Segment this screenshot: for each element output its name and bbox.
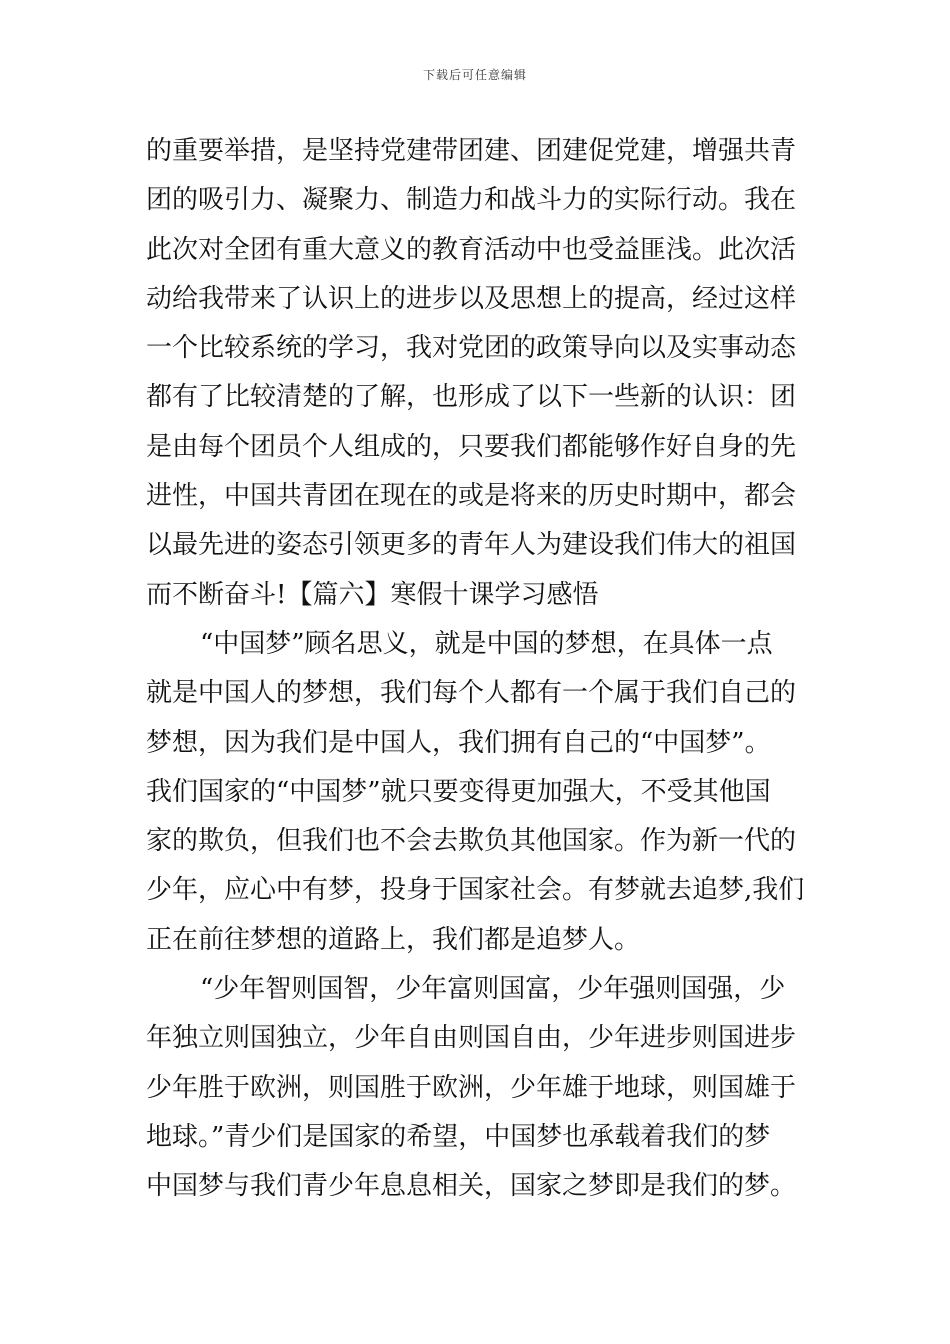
- text-line: 动给我带来了认识上的进步以及思想上的提高，经过这样: [146, 283, 797, 314]
- text-line: 都有了比较清楚的了解，也形成了以下一些新的认识：团: [146, 382, 797, 413]
- text-line: “中国梦”顾名思义，就是中国的梦想，在具体一点: [200, 628, 773, 659]
- text-line: “少年智则国智，少年富则国富，少年强则国强，少: [200, 974, 786, 1005]
- text-line: 地球。”青少们是国家的希望，中国梦也承载着我们的梦: [146, 1121, 771, 1152]
- text-line: 少年胜于欧洲，则国胜于欧洲，少年雄于地球，则国雄于: [146, 1072, 797, 1103]
- text-line: 而不断奋斗!【篇六】寒假十课学习感悟: [146, 579, 599, 610]
- text-line: 少年，应心中有梦，投身于国家社会。有梦就去追梦,我们: [146, 875, 805, 906]
- text-line: 就是中国人的梦想，我们每个人都有一个属于我们自己的: [146, 678, 797, 709]
- text-line: 是由每个团员个人组成的，只要我们都能够作好自身的先: [146, 431, 797, 462]
- document-body: [146, 127, 811, 1212]
- page-header: 下载后可任意编辑: [422, 68, 527, 82]
- text-line: 的重要举措，是坚持党建带团建、团建促党建，增强共青: [146, 136, 797, 166]
- text-line: 我们国家的“中国梦”就只要变得更加强大，不受其他国: [146, 776, 771, 807]
- text-line: 进性，中国共青团在现在的或是将来的历史时期中，都会: [146, 481, 797, 512]
- text-line: 年独立则国独立，少年自由则国自由，少年进步则国进步: [146, 1023, 797, 1054]
- text-line: 此次对全团有重大意义的教育活动中也受益匪浅。此次活: [146, 234, 797, 265]
- text-line: 团的吸引力、凝聚力、制造力和战斗力的实际行动。我在: [146, 185, 797, 216]
- text-line: 正在前往梦想的道路上，我们都是追梦人。: [146, 924, 641, 955]
- text-line: 以最先进的姿态引领更多的青年人为建设我们伟大的祖国: [146, 530, 797, 561]
- text-line: 一个比较系统的学习，我对党团的政策导向以及实事动态: [146, 333, 797, 364]
- text-line: 中国梦与我们青少年息息相关，国家之梦即是我们的梦。: [146, 1171, 797, 1202]
- text-line: 家的欺负，但我们也不会去欺负其他国家。作为新一代的: [146, 826, 797, 857]
- text-line: 梦想，因为我们是中国人，我们拥有自己的“中国梦”。: [146, 727, 771, 758]
